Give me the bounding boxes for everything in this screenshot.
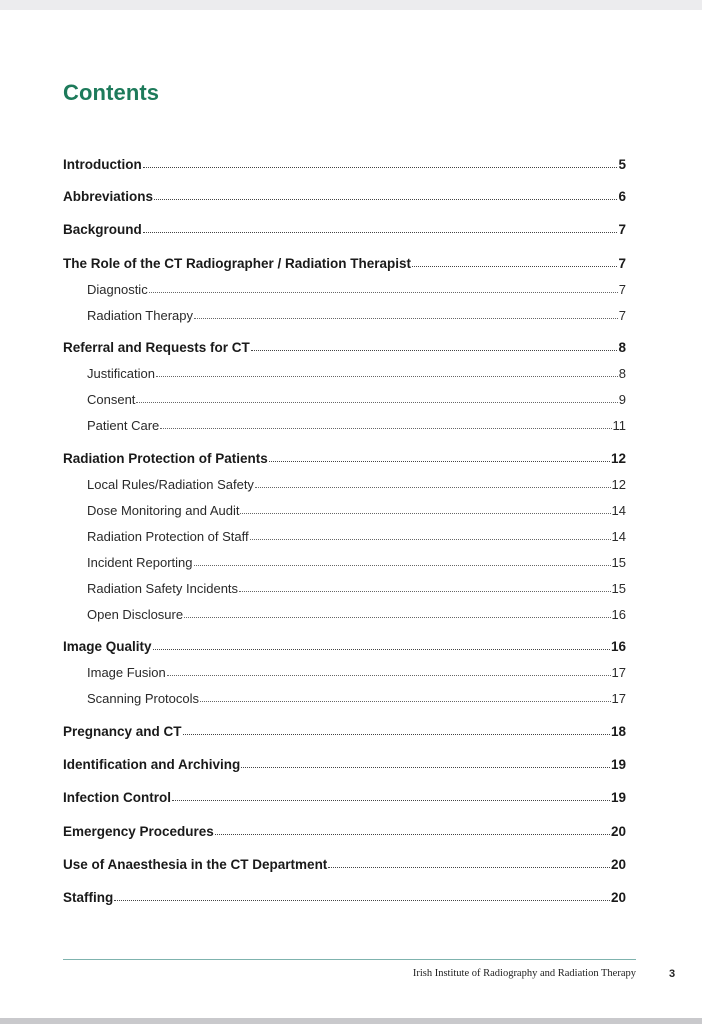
dot-leader xyxy=(183,733,610,735)
page-title: Contents xyxy=(63,80,160,105)
toc-entry-label: Patient Care xyxy=(87,418,160,433)
toc-entry-page: 7 xyxy=(618,222,626,237)
toc-entry-page: 19 xyxy=(610,757,626,772)
document-page xyxy=(0,10,702,1018)
dot-leader xyxy=(143,231,618,233)
toc-subentry[interactable] xyxy=(63,477,626,492)
dot-leader xyxy=(156,375,618,377)
toc-entry-label: Diagnostic xyxy=(87,282,148,297)
toc-entry-label: Incident Reporting xyxy=(87,555,193,570)
dot-leader xyxy=(240,512,610,514)
dot-leader xyxy=(172,799,610,801)
toc-subentry[interactable] xyxy=(63,308,626,323)
toc-entry-page: 20 xyxy=(610,857,626,872)
dot-leader xyxy=(154,198,617,200)
toc-subentry[interactable] xyxy=(63,691,626,706)
toc-entry-label: Consent xyxy=(87,392,136,407)
toc-entry[interactable] xyxy=(63,256,626,271)
toc-entry-label: Background xyxy=(63,222,142,237)
toc-subentry[interactable] xyxy=(63,665,626,680)
dot-leader xyxy=(239,590,610,592)
toc-entry-page: 20 xyxy=(610,890,626,905)
toc-entry-page: 14 xyxy=(611,503,626,518)
footer-publisher: Irish Institute of Radiography and Radiation Therapy xyxy=(412,968,636,979)
toc-entry[interactable] xyxy=(63,222,626,237)
dot-leader xyxy=(412,265,617,267)
dot-leader xyxy=(136,401,617,403)
dot-leader xyxy=(143,166,618,168)
toc-entry-label: Dose Monitoring and Audit xyxy=(87,503,240,518)
table-of-contents xyxy=(63,10,626,1018)
toc-entry-page: 7 xyxy=(618,282,626,297)
toc-entry-page: 15 xyxy=(611,555,626,570)
dot-leader xyxy=(200,700,611,702)
dot-leader xyxy=(194,317,618,319)
toc-entry-page: 8 xyxy=(618,366,626,381)
toc-entry[interactable] xyxy=(63,340,626,355)
toc-subentry[interactable] xyxy=(63,503,626,518)
dot-leader xyxy=(149,291,618,293)
toc-entry[interactable] xyxy=(63,639,626,654)
dot-leader xyxy=(153,648,610,650)
toc-entry-label: Local Rules/Radiation Safety xyxy=(87,477,254,492)
toc-entry-page: 16 xyxy=(611,607,626,622)
footer-page-number: 3 xyxy=(669,968,676,980)
toc-entry-label: Emergency Procedures xyxy=(63,824,214,839)
toc-entry-label: Image Quality xyxy=(63,639,152,654)
toc-entry-label: Staffing xyxy=(63,890,114,905)
toc-entry-page: 9 xyxy=(618,392,626,407)
toc-entry-page: 6 xyxy=(618,189,626,204)
toc-entry[interactable] xyxy=(63,189,626,204)
footer-rule xyxy=(63,959,636,960)
toc-entry[interactable] xyxy=(63,857,626,872)
toc-entry-page: 17 xyxy=(611,665,626,680)
toc-entry-page: 7 xyxy=(618,256,626,271)
toc-entry[interactable] xyxy=(63,724,626,739)
toc-entry-page: 16 xyxy=(610,639,626,654)
dot-leader xyxy=(167,674,611,676)
toc-entry-label: The Role of the CT Radiographer / Radiation Therapist xyxy=(63,256,412,271)
toc-entry-label: Abbreviations xyxy=(63,189,154,204)
dot-leader xyxy=(215,833,610,835)
toc-entry-page: 15 xyxy=(611,581,626,596)
toc-entry-label: Use of Anaesthesia in the CT Department xyxy=(63,857,328,872)
toc-entry-label: Referral and Requests for CT xyxy=(63,340,250,355)
toc-entry-page: 12 xyxy=(610,451,626,466)
toc-entry-label: Radiation Protection of Staff xyxy=(87,529,249,544)
toc-entry-page: 5 xyxy=(618,157,626,172)
toc-entry-label: Radiation Therapy xyxy=(87,308,193,323)
toc-entry-label: Image Fusion xyxy=(87,665,166,680)
toc-entry-label: Scanning Protocols xyxy=(87,691,200,706)
toc-subentry[interactable] xyxy=(63,418,626,433)
toc-subentry[interactable] xyxy=(63,607,626,622)
toc-entry[interactable] xyxy=(63,790,626,805)
toc-entry-page: 18 xyxy=(610,724,626,739)
toc-entry-page: 14 xyxy=(611,529,626,544)
toc-entry-label: Radiation Protection of Patients xyxy=(63,451,268,466)
dot-leader xyxy=(328,866,610,868)
toc-entry-page: 19 xyxy=(610,790,626,805)
toc-entry-page: 20 xyxy=(610,824,626,839)
toc-entry-label: Infection Control xyxy=(63,790,171,805)
dot-leader xyxy=(255,486,611,488)
dot-leader xyxy=(269,460,610,462)
toc-entry[interactable] xyxy=(63,757,626,772)
toc-entry-label: Identification and Archiving xyxy=(63,757,241,772)
toc-entry-page: 12 xyxy=(611,477,626,492)
toc-entry-label: Introduction xyxy=(63,157,142,172)
toc-entry-page: 8 xyxy=(618,340,626,355)
toc-entry-label: Open Disclosure xyxy=(87,607,184,622)
toc-subentry[interactable] xyxy=(63,282,626,297)
toc-entry[interactable] xyxy=(63,157,626,172)
toc-subentry[interactable] xyxy=(63,392,626,407)
dot-leader xyxy=(114,899,610,901)
toc-subentry[interactable] xyxy=(63,555,626,570)
toc-subentry[interactable] xyxy=(63,529,626,544)
toc-entry-label: Pregnancy and CT xyxy=(63,724,182,739)
toc-entry[interactable] xyxy=(63,824,626,839)
dot-leader xyxy=(160,427,611,429)
toc-entry-page: 11 xyxy=(612,418,626,433)
toc-entry[interactable] xyxy=(63,890,626,905)
toc-entry-page: 17 xyxy=(611,691,626,706)
dot-leader xyxy=(194,564,611,566)
dot-leader xyxy=(241,766,610,768)
toc-entry-page: 7 xyxy=(618,308,626,323)
toc-subentry[interactable] xyxy=(63,581,626,596)
toc-entry-label: Justification xyxy=(87,366,155,381)
toc-entry[interactable] xyxy=(63,451,626,466)
viewer-bottom-bar xyxy=(0,1018,702,1024)
toc-subentry[interactable] xyxy=(63,366,626,381)
dot-leader xyxy=(184,616,610,618)
toc-entry-label: Radiation Safety Incidents xyxy=(87,581,239,596)
dot-leader xyxy=(250,538,611,540)
dot-leader xyxy=(251,349,618,351)
